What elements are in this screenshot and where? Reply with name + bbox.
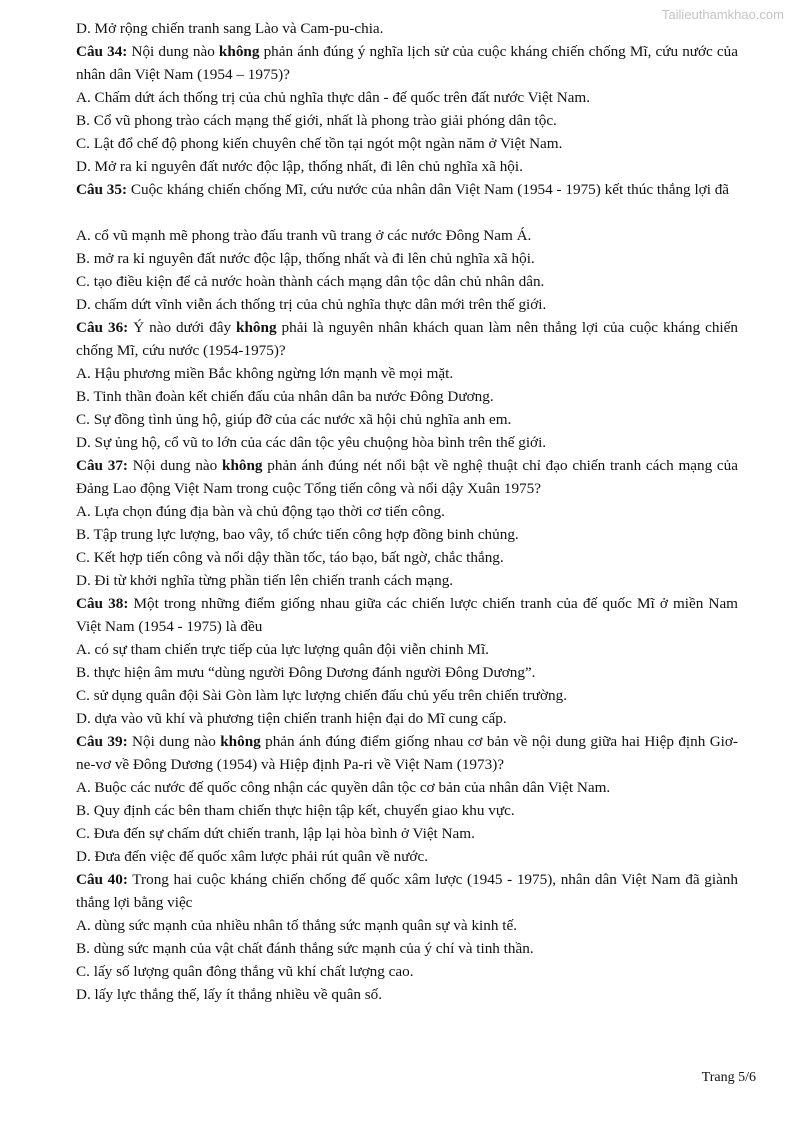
answer-option: D. lấy lực thắng thế, lấy ít thắng nhiều về quân số. xyxy=(76,986,383,1003)
carry-over-option: D. Mở rộng chiến tranh sang Lào và Cam-pu-chia. xyxy=(76,20,384,37)
question-number: Câu 36: xyxy=(76,319,129,336)
page-number: Trang 5/6 xyxy=(701,1070,756,1085)
answer-option: B. mở ra kỉ nguyên đất nước độc lập, thống nhất và đi lên chủ nghĩa xã hội. xyxy=(76,250,535,267)
answer-option: D. Đưa đến việc đế quốc xâm lược phải rút quân về nước. xyxy=(76,848,428,865)
question-text: Nội dung nào xyxy=(127,733,221,750)
answer-option: C. Lật đổ chế độ phong kiến chuyên chế tồn tại ngót một ngàn năm ở Việt Nam. xyxy=(76,135,563,152)
answer-option: C. Sự đồng tình ủng hộ, giúp đỡ của các nước xã hội chủ nghĩa anh em. xyxy=(76,411,512,428)
answer-option: D. Sự ủng hộ, cổ vũ to lớn của các dân tộc yêu chuộng hòa bình trên thế giới. xyxy=(76,434,547,451)
question-stem xyxy=(76,454,738,500)
question-text: Ý nào dưới đây xyxy=(128,319,237,336)
answer-option: D. Mở ra kỉ nguyên đất nước độc lập, thống nhất, đi lên chủ nghĩa xã hội. xyxy=(76,158,523,175)
question-block xyxy=(76,592,738,730)
answer-option: A. Hậu phương miền Bắc không ngừng lớn mạnh về mọi mặt. xyxy=(76,365,454,382)
answer-option: B. Cổ vũ phong trào cách mạng thế giới, nhất là phong trào giải phóng dân tộc. xyxy=(76,112,557,129)
answer-option: D. dựa vào vũ khí và phương tiện chiến tranh hiện đại do Mĩ cung cấp. xyxy=(76,710,507,727)
question-block xyxy=(76,868,738,1006)
question-number: Câu 38: xyxy=(76,595,129,612)
question-number: Câu 35: xyxy=(76,181,128,198)
question-emphasis: không xyxy=(222,457,263,474)
question-list xyxy=(76,17,738,1006)
question-number: Câu 40: xyxy=(76,871,128,888)
question-stem xyxy=(76,178,738,224)
question-stem xyxy=(76,316,738,362)
question-block xyxy=(76,316,738,454)
answer-option: A. Buộc các nước đế quốc công nhận các quyền dân tộc cơ bản của nhân dân Việt Nam. xyxy=(76,779,611,796)
question-text: phản ánh đúng điểm giống nhau cơ bản về nội dung giữa hai Hiệp định Giơ-ne-vơ về Đông Dương (1954) và Hiệp định Pa-ri về Việt Nam (1973)? xyxy=(76,733,738,773)
question-text: phản ánh đúng ý nghĩa lịch sử của cuộc kháng chiến chống Mĩ, cứu nước của nhân dân Việt Nam (1954 – 1975)? xyxy=(76,43,738,83)
answer-option: B. Tinh thần đoàn kết chiến đấu của nhân dân ba nước Đông Dương. xyxy=(76,388,494,405)
answer-option: B. Tập trung lực lượng, bao vây, tổ chức tiến công hợp đồng binh chủng. xyxy=(76,526,519,543)
question-text: Cuộc kháng chiến chống Mĩ, cứu nước của nhân dân Việt Nam (1954 - 1975) kết thúc thắng lợi đã xyxy=(127,181,730,198)
question-text: phản ánh đúng nét nổi bật về nghệ thuật chỉ đạo chiến tranh cách mạng của Đảng Lao động Việt Nam trong cuộc Tổng tiến công và nổi dậy Xuân 1975? xyxy=(76,457,738,497)
question-text: Nội dung nào xyxy=(127,457,222,474)
answer-option: C. Đưa đến sự chấm dứt chiến tranh, lập lại hòa bình ở Việt Nam. xyxy=(76,825,475,842)
question-text: Trong hai cuộc kháng chiến chống đế quốc xâm lược (1945 - 1975), nhân dân Việt Nam đã giành thắng lợi bằng việc xyxy=(76,871,738,911)
answer-option: C. lấy số lượng quân đông thắng vũ khí chất lượng cao. xyxy=(76,963,414,980)
answer-option: B. Quy định các bên tham chiến thực hiện tập kết, chuyển giao khu vực. xyxy=(76,802,515,819)
answer-option: C. sử dụng quân đội Sài Gòn làm lực lượng chiến đấu chủ yếu trên chiến trường. xyxy=(76,687,568,704)
question-block xyxy=(76,730,738,868)
question-emphasis: không xyxy=(220,733,261,750)
answer-option: A. dùng sức mạnh của nhiều nhân tố thắng sức mạnh quân sự và kinh tế. xyxy=(76,917,517,934)
question-text: Một trong những điểm giống nhau giữa các chiến lược chiến tranh của đế quốc Mĩ ở miền Nam Việt Nam (1954 - 1975) là đều xyxy=(76,595,738,635)
question-block xyxy=(76,454,738,592)
answer-option: B. thực hiện âm mưu “dùng người Đông Dương đánh người Đông Dương”. xyxy=(76,664,536,681)
answer-option: A. cổ vũ mạnh mẽ phong trào đấu tranh vũ trang ở các nước Đông Nam Á. xyxy=(76,227,532,244)
answer-option: A. có sự tham chiến trực tiếp của lực lượng quân đội viễn chinh Mĩ. xyxy=(76,641,489,658)
answer-option: A. Chấm dứt ách thống trị của chủ nghĩa thực dân - đế quốc trên đất nước Việt Nam. xyxy=(76,89,591,106)
answer-option: C. Kết hợp tiến công và nổi dậy thần tốc, táo bạo, bất ngờ, chắc thắng. xyxy=(76,549,504,566)
question-text: Nội dung nào xyxy=(127,43,219,60)
question-block xyxy=(76,178,738,316)
question-emphasis: không xyxy=(236,319,277,336)
question-stem xyxy=(76,40,738,86)
answer-option: D. Đi từ khởi nghĩa từng phần tiến lên chiến tranh cách mạng. xyxy=(76,572,454,589)
answer-option: C. tạo điều kiện để cả nước hoàn thành cách mạng dân tộc dân chủ nhân dân. xyxy=(76,273,545,290)
question-number: Câu 34: xyxy=(76,43,128,60)
question-text: phải là nguyên nhân khách quan làm nên thắng lợi của cuộc kháng chiến chống Mĩ, cứu nước (1954-1975)? xyxy=(76,319,738,359)
answer-option: A. Lựa chọn đúng địa bàn và chủ động tạo thời cơ tiến công. xyxy=(76,503,445,520)
question-block xyxy=(76,40,738,178)
question-number: Câu 39: xyxy=(76,733,128,750)
answer-option: D. chấm dứt vĩnh viễn ách thống trị của chủ nghĩa thực dân mới trên thế giới. xyxy=(76,296,547,313)
watermark: Tailieuthamkhao.com xyxy=(661,7,784,22)
question-number: Câu 37: xyxy=(76,457,128,474)
question-stem xyxy=(76,730,738,776)
question-stem xyxy=(76,592,738,638)
answer-option: B. dùng sức mạnh của vật chất đánh thắng sức mạnh của ý chí và tinh thần. xyxy=(76,940,534,957)
question-emphasis: không xyxy=(218,43,260,60)
question-stem xyxy=(76,868,738,914)
